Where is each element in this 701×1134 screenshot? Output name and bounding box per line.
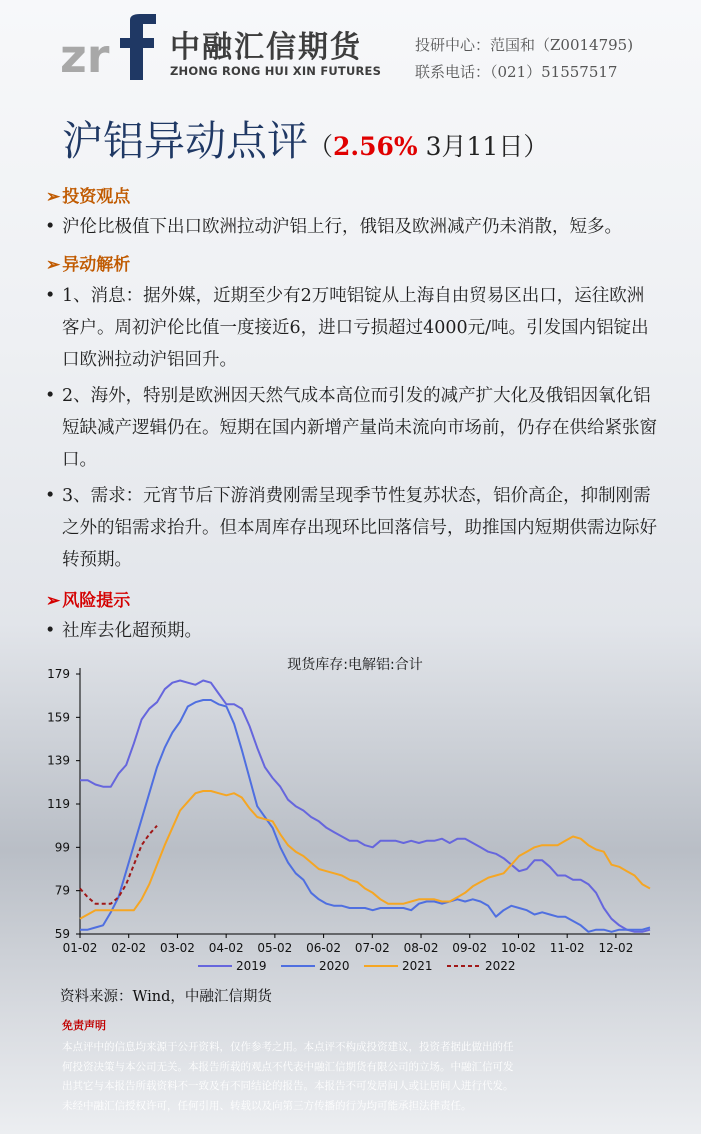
risk-paragraph <box>45 615 660 647</box>
title-change-pct: 2.56% <box>333 132 418 161</box>
bullet-icon: • <box>45 217 56 237</box>
analysis-text-1: 1、消息：据外媒，近期至少有2万吨铝锭从上海自由贸易区出口，运往欧洲客户。周初沪伦比值一度接近6，进口亏损超过4000元/吨。引发国内铝锭出口欧洲拉动沪铝回升。 <box>62 286 649 370</box>
bullet-icon: • <box>45 486 56 506</box>
legend-label-2021: 2021 <box>402 959 433 973</box>
legend-label-2022: 2022 <box>485 959 516 973</box>
section-analysis-label: 异动解析 <box>62 255 131 275</box>
y-tick-label: 119 <box>47 797 70 811</box>
bullet-icon: • <box>45 621 56 641</box>
section-analysis-heading <box>46 250 130 275</box>
page-title <box>62 108 548 167</box>
phone-contact: 联系电话：（021）51557517 <box>415 63 618 81</box>
contact-info <box>415 32 633 86</box>
y-tick-label: 159 <box>47 710 70 725</box>
section-risk-label: 风险提示 <box>62 591 131 611</box>
view-text: 沪伦比极值下出口欧洲拉动沪铝上行，俄铝及欧洲减产仍未消散，短多。 <box>62 217 622 237</box>
disclaimer-line: 本点评中的信息均来源于公开资料，仅作参考之用。本点评不构成投资建议，投资者据此做出的任 <box>62 1041 514 1053</box>
company-name-cn: 中融汇信期货 <box>170 30 362 65</box>
x-tick-label: 11-02 <box>549 941 585 955</box>
y-tick-label: 179 <box>47 667 70 681</box>
series-line-2019 <box>80 681 650 932</box>
x-tick-label: 08-02 <box>403 941 439 955</box>
series-line-2021 <box>80 791 650 919</box>
chart-plot <box>30 650 680 980</box>
company-logo-icon <box>60 14 158 82</box>
x-tick-label: 02-02 <box>111 941 147 955</box>
section-view-heading <box>46 182 130 207</box>
y-tick-label: 79 <box>54 883 70 898</box>
x-tick-label: 12-02 <box>598 941 634 955</box>
y-tick-label: 99 <box>54 840 70 855</box>
view-paragraph <box>45 211 660 243</box>
title-main: 沪铝异动点评 <box>62 117 308 165</box>
disclaimer-text <box>62 1038 647 1116</box>
arrow-icon: ➢ <box>46 187 61 207</box>
section-risk-heading <box>46 586 130 611</box>
risk-text: 社库去化超预期。 <box>62 621 202 641</box>
disclaimer-line: 未经中融汇信授权许可，任何引用、转载以及向第三方传播的行为均可能承担法律责任。 <box>62 1099 472 1112</box>
section-view-label: 投资观点 <box>62 187 131 207</box>
analysis-item-3 <box>45 480 660 576</box>
series-line-2020 <box>80 700 650 932</box>
legend-label-2019: 2019 <box>236 959 267 973</box>
legend-label-2020: 2020 <box>319 959 350 973</box>
data-source: 资料来源：Wind，中融汇信期货 <box>60 989 272 1005</box>
company-name-en: ZHONG RONG HUI XIN FUTURES <box>170 64 382 78</box>
title-paren: （ <box>308 132 334 161</box>
arrow-icon: ➢ <box>46 591 61 611</box>
x-tick-label: 04-02 <box>208 941 244 955</box>
y-tick-label: 139 <box>47 753 70 768</box>
x-tick-label: 10-02 <box>501 941 536 955</box>
research-contact: 投研中心：范国和（Z0014795) <box>415 36 634 54</box>
disclaimer-line: 何投资决策与本公司无关。本报告所载的观点不代表中融汇信期货有限公司的立场。中融汇信可发 <box>62 1060 514 1073</box>
bullet-icon: • <box>45 386 56 406</box>
chart-title: 现货库存:电解铝:合计 <box>287 657 423 673</box>
analysis-item-2 <box>45 380 660 476</box>
x-tick-label: 09-02 <box>452 941 488 955</box>
x-tick-label: 01-02 <box>62 941 98 955</box>
analysis-text-2: 2、海外，特别是欧洲因天然气成本高位而引发的减产扩大化及俄铝因氧化铝短缺减产逻辑仍在。短期在国内新增产量尚未流向市场前，仍存在供给紧张窗口。 <box>62 386 657 470</box>
x-tick-label: 06-02 <box>306 941 342 955</box>
bullet-icon: • <box>45 286 56 306</box>
analysis-text-3: 3、需求：元宵节后下游消费刚需呈现季节性复苏状态，铝价高企，抑制刚需之外的铝需求抬升。但本周库存出现环比回落信号，助推国内短期供需边际好转预期。 <box>62 486 657 570</box>
x-tick-label: 07-02 <box>354 941 390 955</box>
report-header <box>0 0 701 95</box>
x-tick-label: 03-02 <box>159 941 195 955</box>
y-tick-label: 59 <box>54 927 70 941</box>
title-date: 3月11日） <box>417 132 549 161</box>
x-tick-label: 05-02 <box>257 941 293 955</box>
svg-text:zr: zr <box>60 29 110 82</box>
inventory-chart <box>30 650 680 980</box>
disclaimer-title: 免责声明 <box>62 1019 106 1032</box>
arrow-icon: ➢ <box>46 255 61 275</box>
disclaimer-line: 出其它与本报告所载资料不一致及有不同结论的报告。本报告不可发居间人或让居间人进行代发。 <box>62 1080 514 1092</box>
analysis-item-1 <box>45 280 660 376</box>
